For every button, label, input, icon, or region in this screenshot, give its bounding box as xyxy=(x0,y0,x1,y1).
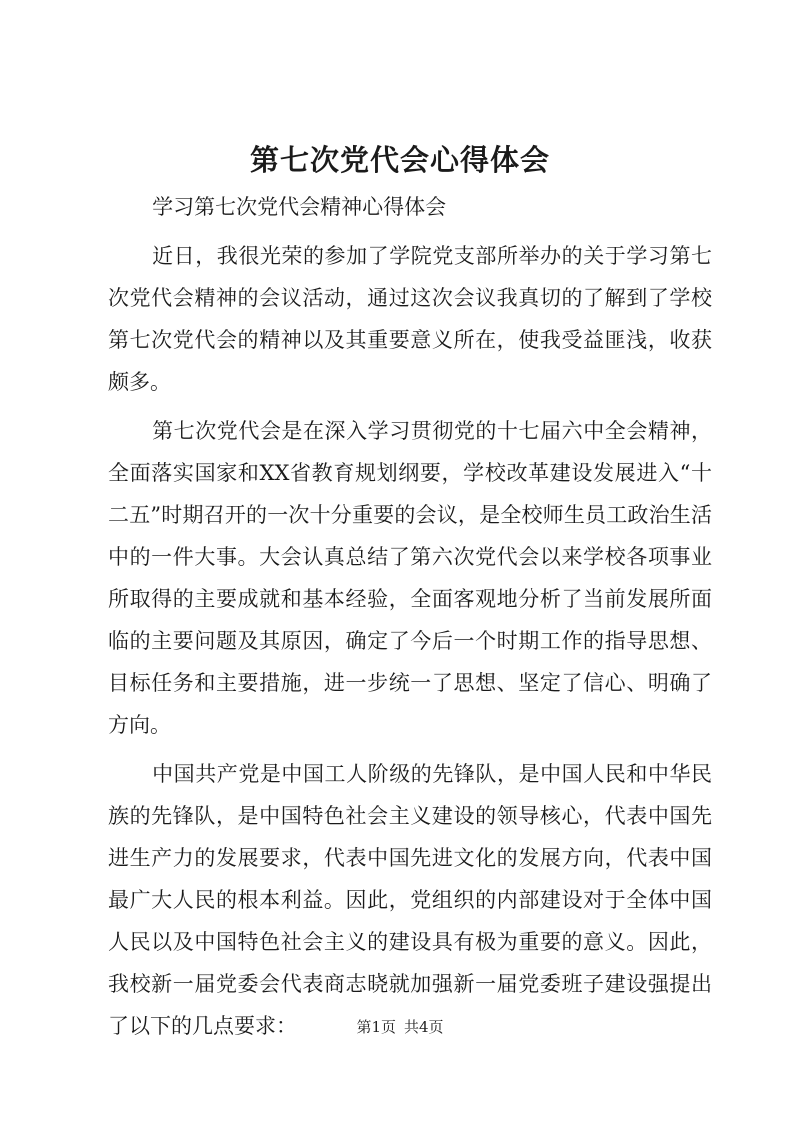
page-number: 第1页 xyxy=(356,1018,396,1036)
body-paragraph: 近日，我很光荣的参加了学院党支部所举办的关于学习第七次党代会精神的会议活动，通过这次会议我真切的了解到了学校第七次党代会的精神以及其重要意义所在，使我受益匪浅，收获颇多。 xyxy=(108,244,712,394)
document-title: 第七次党代会心得体会 xyxy=(249,143,550,177)
subtitle-paragraph: 学习第七次党代会精神心得体会 xyxy=(152,195,447,219)
page-footer xyxy=(0,1016,800,1038)
document-body xyxy=(108,186,712,1047)
body-paragraph: 中国共产党是中国工人阶级的先锋队，是中国人民和中华民族的先锋队，是中国特色社会主义建设的领导核心，代表中国先进生产力的发展要求，代表中国先进文化的发展方向，代表中国最广大人民的根本利益。因此，党组织的内部建设对于全体中国人民以及中国特色社会主义的建设具有极为重要的意义。因此，我校新一届党委会代表商志晓就加强新一届党委班子建设强提出了以下的几点要求： xyxy=(108,762,712,1038)
body-paragraph: 第七次党代会是在深入学习贯彻党的十七届六中全会精神，全面落实国家和XX省教育规划纲要，学校改革建设发展进入“十二五”时期召开的一次十分重要的会议，是全校师生员工政治生活中的一件大事。大会认真总结了第六次党代会以来学校各项事业所取得的主要成就和基本经验，全面客观地分析了当前发展所面临的主要问题及其原因，确定了今后一个时期工作的指导思想、目标任务和主要措施，进一步统一了思想、坚定了信心、明确了方向。 xyxy=(108,419,712,737)
page-total: 共4页 xyxy=(404,1018,444,1036)
